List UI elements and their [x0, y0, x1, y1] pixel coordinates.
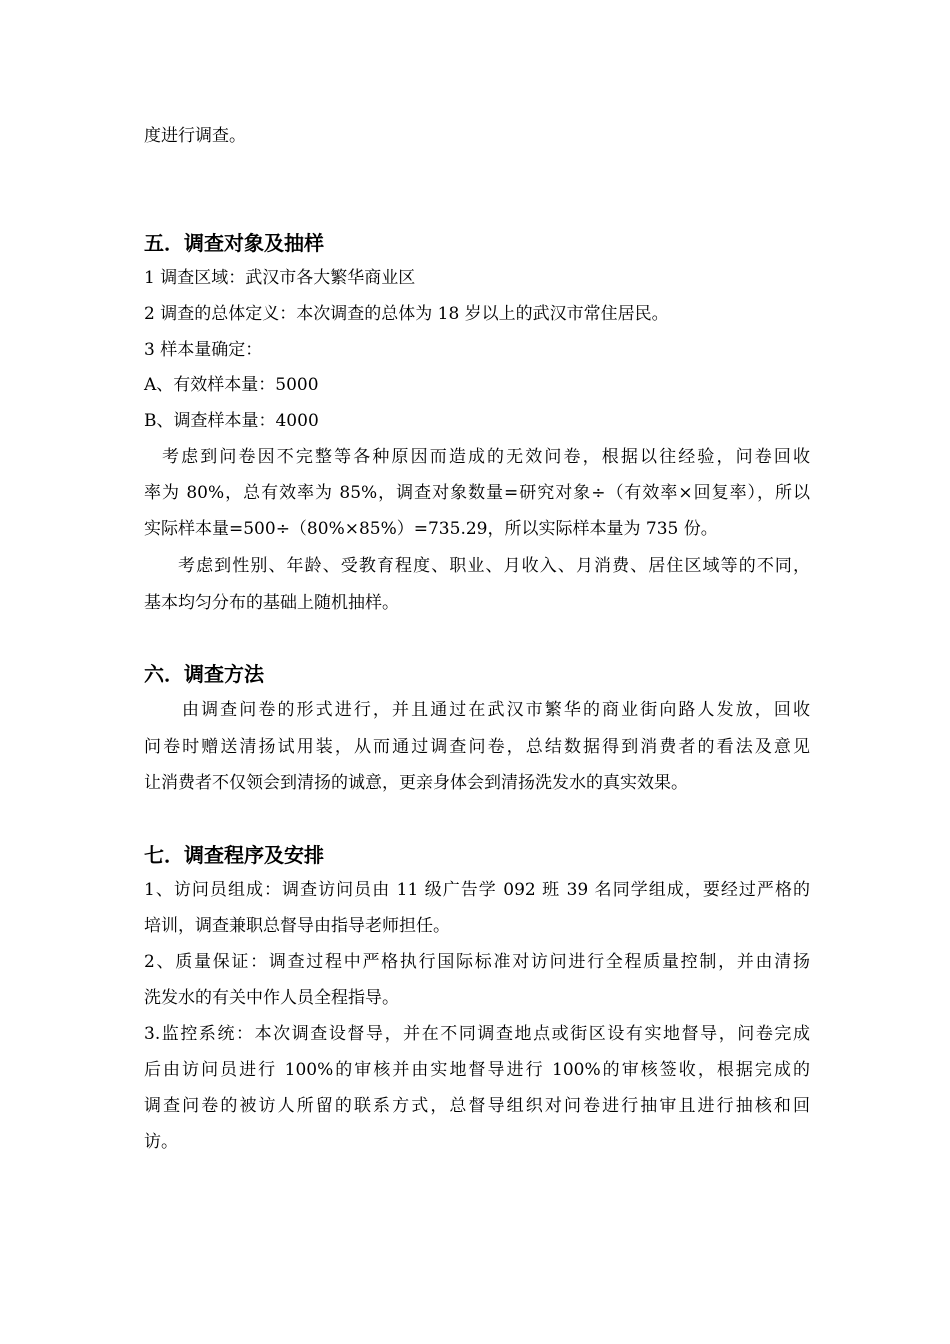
paragraph-line: 3.监控系统：本次调查设督导，并在不同调查地点或街区设有实地督导，问卷完成 — [144, 1024, 810, 1044]
paragraph-line: 率为 80%，总有效率为 85%，调查对象数量=研究对象÷（有效率×回复率），所以 — [144, 483, 810, 503]
paragraph-line: 洗发水的有关中作人员全程指导。 — [144, 988, 399, 1008]
paragraph-line: 由调查问卷的形式进行，并且通过在武汉市繁华的商业街向路人发放，回收 — [182, 700, 810, 720]
section-5-heading: 五．调查对象及抽样 — [144, 231, 324, 255]
paragraph-continuation: 度进行调查。 — [144, 126, 246, 146]
paragraph-line: 基本均匀分布的基础上随机抽样。 — [144, 593, 399, 613]
paragraph-line: 访。 — [144, 1132, 178, 1152]
section-6-heading: 六．调查方法 — [144, 662, 264, 686]
list-item: 2 调查的总体定义：本次调查的总体为 18 岁以上的武汉市常住居民。 — [144, 304, 669, 324]
list-item: B、调查样本量：4000 — [144, 411, 319, 431]
paragraph-line: 调查问卷的被访人所留的联系方式，总督导组织对问卷进行抽审且进行抽核和回 — [144, 1096, 810, 1116]
list-item: 1 调查区域：武汉市各大繁华商业区 — [144, 268, 416, 288]
list-item: 3 样本量确定： — [144, 340, 263, 360]
paragraph-line: 后由访问员进行 100%的审核并由实地督导进行 100%的审核签收，根据完成的 — [144, 1060, 810, 1080]
paragraph-line: 1、访问员组成：调查访问员由 11 级广告学 092 班 39 名同学组成，要经过严格的 — [144, 880, 810, 900]
list-item: A、有效样本量：5000 — [144, 375, 319, 395]
paragraph-line: 考虑到问卷因不完整等各种原因而造成的无效问卷，根据以往经验，问卷回收 — [162, 447, 810, 467]
paragraph-line: 培训，调查兼职总督导由指导老师担任。 — [144, 916, 450, 936]
paragraph-line: 2、质量保证：调查过程中严格执行国际标准对访问进行全程质量控制，并由清扬 — [144, 952, 810, 972]
paragraph-line: 实际样本量=500÷（80%×85%）=735.29，所以实际样本量为 735 份。 — [144, 519, 718, 539]
paragraph-line: 考虑到性别、年龄、受教育程度、职业、月收入、月消费、居住区域等的不同， — [178, 556, 810, 576]
section-7-heading: 七．调查程序及安排 — [144, 843, 324, 867]
paragraph-line: 让消费者不仅领会到清扬的诚意，更亲身体会到清扬洗发水的真实效果。 — [144, 773, 688, 793]
paragraph-line: 问卷时赠送清扬试用装，从而通过调查问卷，总结数据得到消费者的看法及意见 — [144, 737, 810, 757]
